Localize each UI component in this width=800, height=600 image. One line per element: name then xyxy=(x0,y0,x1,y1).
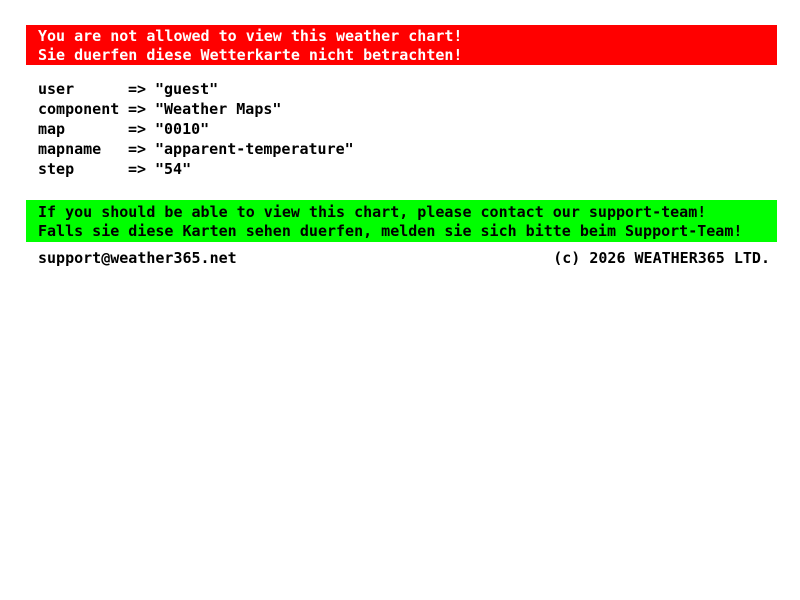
arrow-glyph: => xyxy=(128,100,147,118)
detail-row-map xyxy=(38,119,354,139)
detail-row-user xyxy=(38,79,354,99)
arrow-glyph: => xyxy=(128,140,147,158)
detail-row-mapname xyxy=(38,139,354,159)
detail-key: map xyxy=(38,120,66,138)
arrow-glyph: => xyxy=(128,80,147,98)
support-email: support@weather365.net xyxy=(38,249,237,267)
info-line-german: Falls sie diese Karten sehen duerfen, melden sie sich bitte beim Support-Team! xyxy=(38,222,743,240)
copyright-notice: (c) 2026 WEATHER365 LTD. xyxy=(553,249,770,267)
error-line-english: You are not allowed to view this weather chart! xyxy=(38,27,463,45)
arrow-glyph: => xyxy=(128,120,147,138)
info-line-english: If you should be able to view this chart, please contact our support-team! xyxy=(38,203,707,221)
info-banner xyxy=(26,200,777,242)
detail-key: step xyxy=(38,160,75,178)
detail-key: mapname xyxy=(38,140,102,158)
detail-value: "0010" xyxy=(155,120,210,138)
detail-value: "apparent-temperature" xyxy=(155,140,354,158)
detail-value: "guest" xyxy=(155,80,219,98)
request-details xyxy=(38,79,354,179)
detail-key: component xyxy=(38,100,120,118)
detail-value: "Weather Maps" xyxy=(155,100,282,118)
detail-key: user xyxy=(38,80,75,98)
arrow-glyph: => xyxy=(128,160,147,178)
error-banner xyxy=(26,25,777,65)
error-line-german: Sie duerfen diese Wetterkarte nicht betrachten! xyxy=(38,46,463,64)
footer xyxy=(38,249,770,267)
detail-value: "54" xyxy=(155,160,192,178)
detail-row-step xyxy=(38,159,354,179)
detail-row-component xyxy=(38,99,354,119)
